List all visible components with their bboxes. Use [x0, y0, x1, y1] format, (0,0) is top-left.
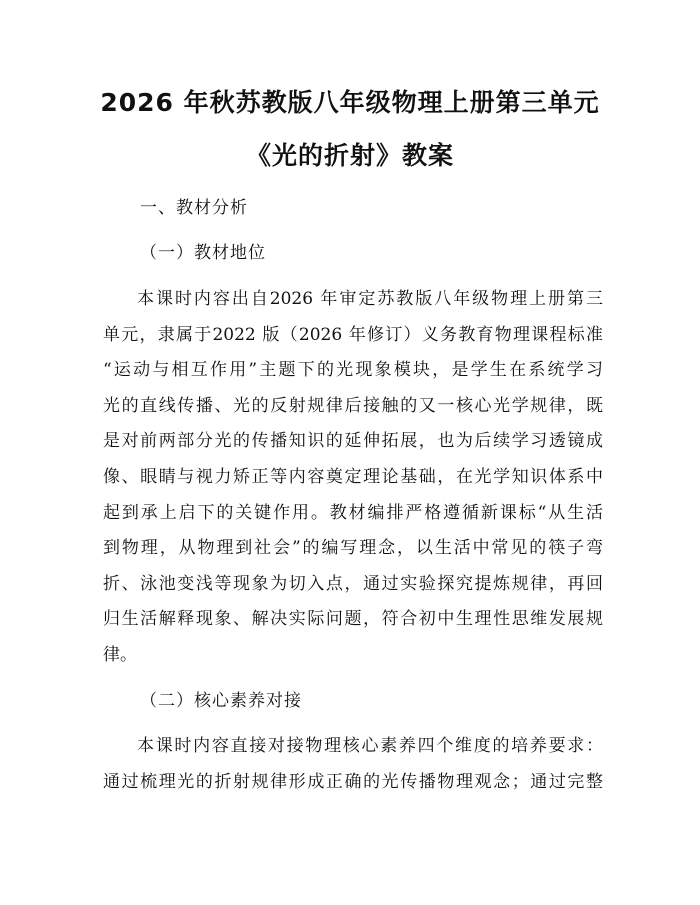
paragraph-line: 像、眼睛与视力矫正等内容奠定理论基础，在光学知识体系中 [103, 466, 603, 487]
paragraph-line: 是对前两部分光的传播知识的延伸拓展，也为后续学习透镜成 [103, 431, 603, 452]
subsection-heading-core-literacy: （二）核心素养对接 [140, 691, 302, 711]
section-heading-textbook-analysis: 一、教材分析 [140, 198, 248, 218]
subsection-heading-textbook-position: （一）教材地位 [140, 243, 266, 263]
paragraph-line: 起到承上启下的关键作用。教材编排严格遵循新课标“从生活 [103, 502, 603, 523]
paragraph-line: 光的直线传播、光的反射规律后接触的又一核心光学规律，既 [103, 395, 603, 416]
paragraph-line: “运动与相互作用”主题下的光现象模块，是学生在系统学习 [103, 360, 603, 381]
paragraph-line: 通过梳理光的折射规律形成正确的光传播物理观念；通过完整 [103, 771, 603, 792]
paragraph-line: 归生活解释现象、解决实际问题，符合初中生理性思维发展规 [103, 609, 603, 630]
paragraph-line: 单元，隶属于2022 版（2026 年修订）义务教育物理课程标准 [103, 324, 603, 345]
document-title-line-2: 《光的折射》教案 [245, 141, 454, 170]
paragraph-textbook-position [103, 282, 603, 674]
paragraph-line: 本课时内容直接对接物理核心素养四个维度的培养要求： [137, 736, 603, 756]
paragraph-core-literacy [103, 729, 603, 800]
paragraph-line: 到物理，从物理到社会”的编写理念，以生活中常见的筷子弯 [103, 538, 603, 559]
paragraph-line: 律。 [103, 644, 137, 665]
paragraph-line: 折、泳池变浅等现象为切入点，通过实验探究提炼规律，再回 [103, 573, 603, 594]
document-title-line-1: 2026 年秋苏教版八年级物理上册第三单元 [100, 88, 600, 117]
paragraph-line: 本课时内容出自2026 年审定苏教版八年级物理上册第三 [137, 289, 603, 309]
